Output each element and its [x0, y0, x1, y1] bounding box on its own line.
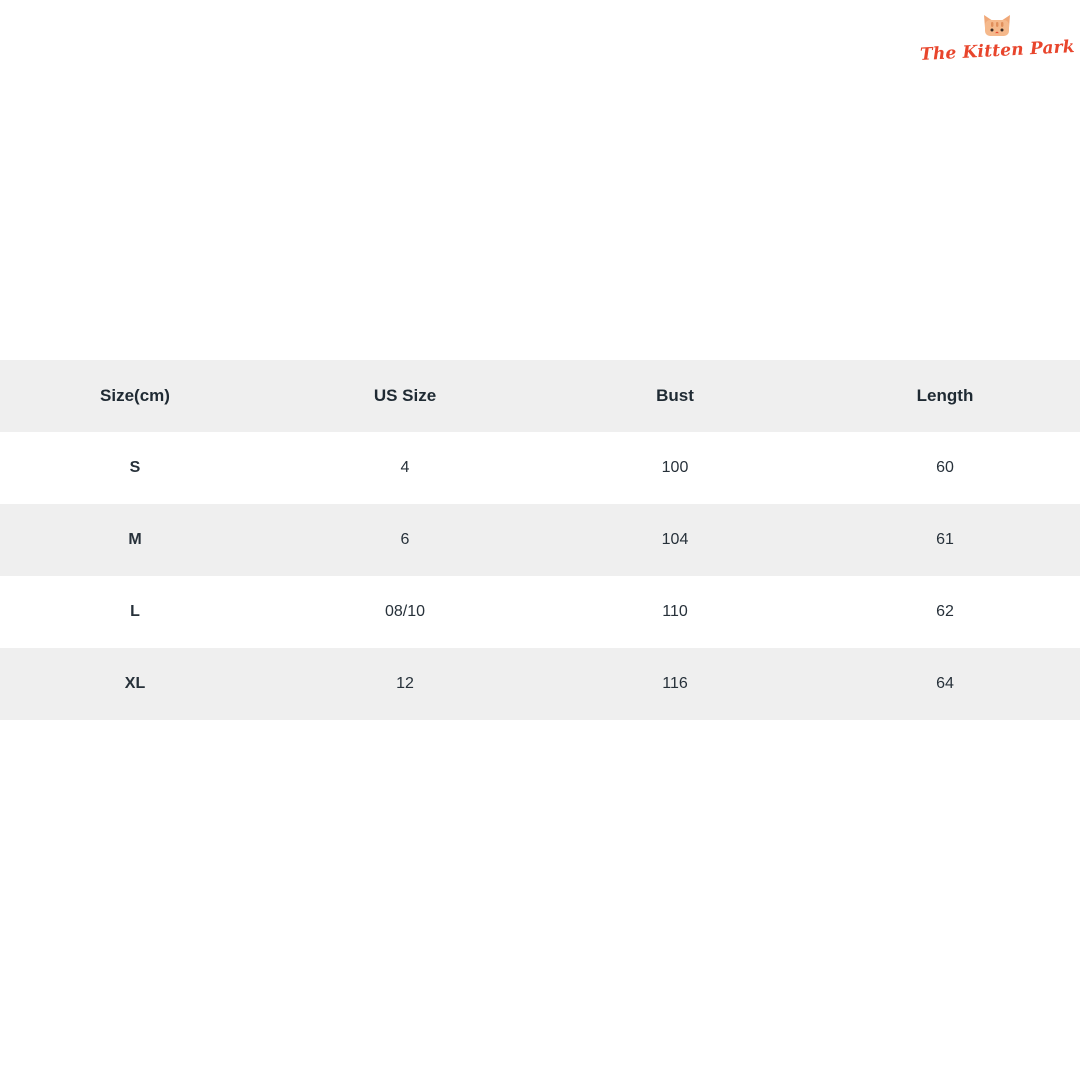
table-row	[0, 648, 1080, 720]
table-body	[0, 432, 1080, 720]
cell-size: M	[128, 531, 142, 548]
table-row	[0, 504, 1080, 576]
cell-size: S	[129, 459, 141, 476]
column-header-bust: Bust	[656, 386, 694, 405]
cell-length: 64	[936, 675, 954, 692]
size-chart-table	[0, 360, 1080, 720]
cell-us-size: 4	[400, 459, 410, 476]
column-header-length: Length	[916, 386, 974, 405]
cell-us-size: 12	[396, 675, 414, 692]
cell-bust: 104	[661, 531, 689, 548]
cat-head-icon	[980, 12, 1014, 40]
cell-length: 62	[936, 603, 954, 620]
size-chart	[0, 360, 1080, 720]
cell-length: 60	[936, 459, 954, 476]
table-row	[0, 576, 1080, 648]
table-header	[0, 360, 1080, 432]
cell-length: 61	[936, 531, 954, 548]
cell-bust: 110	[662, 603, 688, 620]
table-header-row	[0, 360, 1080, 432]
column-header-size: Size(cm)	[100, 386, 170, 405]
cell-bust: 116	[662, 675, 688, 692]
table-row	[0, 432, 1080, 504]
cell-bust: 100	[661, 459, 689, 476]
cell-us-size: 6	[400, 531, 410, 548]
cell-size: L	[130, 603, 140, 620]
cell-size: XL	[124, 675, 146, 692]
brand-name: The Kitten Park	[919, 36, 1075, 66]
cell-us-size: 08/10	[384, 603, 426, 620]
column-header-us-size: US Size	[373, 386, 437, 405]
brand-logo	[919, 12, 1075, 74]
